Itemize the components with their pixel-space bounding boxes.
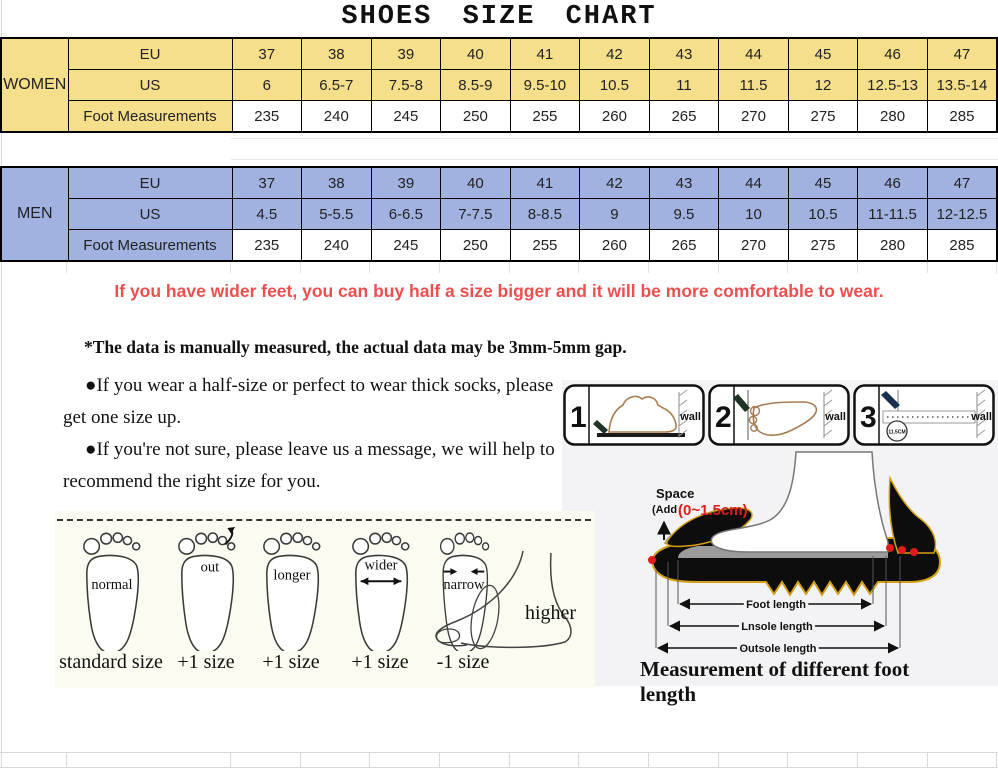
spreadsheet-grid-row (0, 752, 998, 768)
measure-step-1-panel (563, 384, 705, 446)
size-value-cell: 10.5 (580, 70, 650, 101)
grid-cell (649, 753, 719, 767)
size-value-cell: 260 (580, 230, 650, 262)
higher-instep-foot-icon (423, 545, 591, 665)
size-value-cell: 10 (719, 199, 789, 230)
size-adjust-label: standard size (59, 651, 163, 673)
step-number: 1 (570, 401, 587, 434)
higher-label: higher (525, 602, 577, 624)
size-value-cell: 12 (788, 70, 858, 101)
grid-cell (719, 262, 788, 273)
size-value-cell: 41 (510, 38, 580, 70)
toe-alignment-dashed-line (57, 519, 591, 521)
measuring-steps (563, 384, 995, 446)
wall-label: wall (680, 411, 701, 423)
gridline-stubs (0, 262, 998, 273)
size-value-cell: 10.5 (788, 199, 858, 230)
grid-cell (510, 262, 579, 273)
table-group-label: MEN (1, 167, 68, 261)
size-value-cell: 265 (649, 101, 719, 133)
row-header-cell: US (68, 70, 232, 101)
foot-type-longer (249, 527, 333, 673)
length-arrows (658, 599, 898, 655)
size-adjust-label: +1 size (262, 651, 320, 673)
grid-cell (440, 262, 510, 273)
grid-cell (858, 262, 928, 273)
size-value-cell: 38 (302, 167, 372, 199)
size-value-cell: 40 (441, 38, 511, 70)
size-value-cell: 240 (302, 101, 372, 133)
measure-step-3-panel (853, 384, 995, 446)
size-value-cell: 6.5-7 (302, 70, 372, 101)
size-value-cell: 245 (371, 230, 441, 262)
table-group-label: WOMEN (1, 38, 68, 132)
foot-type-label: wider (364, 557, 398, 574)
grid-cell (370, 262, 440, 273)
row-header-cell: Foot Measurements (68, 101, 232, 133)
size-value-cell: 37 (232, 167, 302, 199)
wider-feet-note: If you have wider feet, you can buy half a size bigger and it will be more comfortable to wear. (114, 281, 884, 301)
size-value-cell: 255 (510, 230, 580, 262)
size-value-cell: 12-12.5 (927, 199, 997, 230)
size-value-cell: 4.5 (232, 199, 302, 230)
size-value-cell: 280 (858, 101, 928, 133)
foot-length-label: Foot length (746, 599, 806, 611)
size-value-cell: 235 (232, 230, 302, 262)
insole-length-label: Lnsole length (741, 621, 813, 633)
size-value-cell: 45 (788, 38, 858, 70)
size-value-cell: 6-6.5 (371, 199, 441, 230)
size-value-cell: 41 (510, 167, 580, 199)
size-adjust-label: -1 size (436, 651, 490, 673)
foot-type-wider (338, 527, 422, 673)
sizing-advice (63, 370, 563, 498)
size-value-cell: 7-7.5 (441, 199, 511, 230)
size-value-cell: 260 (580, 101, 650, 133)
gridline (231, 159, 998, 160)
step-number: 3 (860, 401, 877, 434)
grid-cell (719, 753, 788, 767)
grid-cell (67, 753, 231, 767)
grid-cell (649, 262, 719, 273)
size-value-cell: 46 (858, 38, 928, 70)
size-value-cell: 6 (232, 70, 302, 101)
grid-cell (788, 262, 858, 273)
size-value-cell: 270 (719, 101, 789, 133)
space-add-label: (Add (652, 504, 678, 516)
size-value-cell: 39 (371, 38, 441, 70)
grid-cell (301, 262, 370, 273)
foot-length-measurement-diagram (638, 448, 995, 656)
size-value-cell: 280 (858, 230, 928, 262)
ruler-length-label: 11.5CM (888, 429, 906, 436)
diagram-caption: Measurement of different foot length (640, 657, 910, 706)
size-value-cell: 245 (371, 101, 441, 133)
grid-cell (440, 753, 510, 767)
grid-cell (858, 753, 928, 767)
foot-type-label: longer (273, 567, 311, 584)
grid-cell (928, 262, 997, 273)
grid-cell (301, 753, 370, 767)
size-value-cell: 275 (788, 230, 858, 262)
size-value-cell: 43 (649, 167, 719, 199)
row-header-cell: Foot Measurements (68, 230, 232, 262)
size-value-cell: 42 (580, 167, 650, 199)
row-header-cell: US (68, 199, 232, 230)
measurement-gap-note: *The data is manually measured, the actual data may be 3mm-5mm gap. (84, 337, 627, 357)
page-title: SHOES SIZE CHART (341, 2, 657, 32)
size-adjust-label: +1 size (177, 651, 235, 673)
size-value-cell: 250 (441, 101, 511, 133)
longer-foot-icon (255, 527, 327, 651)
out-foot-icon (170, 527, 242, 651)
size-value-cell: 11-11.5 (858, 199, 928, 230)
foot-type-out (168, 527, 244, 673)
size-value-cell: 255 (510, 101, 580, 133)
size-value-cell: 9 (580, 199, 650, 230)
size-value-cell: 285 (927, 230, 997, 262)
size-value-cell: 11.5 (719, 70, 789, 101)
space-label: Space (656, 486, 695, 501)
size-value-cell: 45 (788, 167, 858, 199)
foot-type-label: normal (91, 577, 133, 593)
grid-cell (370, 753, 440, 767)
normal-foot-icon (75, 527, 147, 651)
size-value-cell: 12.5-13 (858, 70, 928, 101)
women-size-table (0, 37, 998, 133)
size-value-cell: 285 (927, 101, 997, 133)
size-adjust-label: +1 size (351, 651, 409, 673)
advice-leave-message: ●If you're not sure, please leave us a message, we will help to recommend the right size for you. (63, 439, 555, 492)
size-value-cell: 265 (649, 230, 719, 262)
size-value-cell: 240 (302, 230, 372, 262)
size-value-cell: 44 (719, 38, 789, 70)
row-header-cell: EU (68, 167, 232, 199)
outsole-length-label: Outsole length (739, 643, 817, 655)
grid-cell (67, 262, 231, 273)
men-size-table (0, 166, 998, 262)
gridline (231, 138, 998, 139)
row-header-cell: EU (68, 38, 232, 70)
size-value-cell: 37 (232, 38, 302, 70)
grid-cell (0, 262, 67, 273)
size-value-cell: 275 (788, 101, 858, 133)
size-value-cell: 40 (441, 167, 511, 199)
grid-cell (579, 262, 649, 273)
grid-cell (579, 753, 649, 767)
size-value-cell: 235 (232, 101, 302, 133)
wider-foot-icon (344, 527, 416, 651)
grid-cell (231, 753, 301, 767)
size-value-cell: 9.5 (649, 199, 719, 230)
size-value-cell: 9.5-10 (510, 70, 580, 101)
size-value-cell: 46 (858, 167, 928, 199)
size-value-cell: 8.5-9 (441, 70, 511, 101)
size-value-cell: 43 (649, 38, 719, 70)
grid-cell (928, 753, 997, 767)
size-value-cell: 250 (441, 230, 511, 262)
size-value-cell: 39 (371, 167, 441, 199)
size-value-cell: 5-5.5 (302, 199, 372, 230)
size-value-cell: 44 (719, 167, 789, 199)
wall-label: wall (825, 411, 846, 423)
size-value-cell: 270 (719, 230, 789, 262)
size-value-cell: 47 (927, 38, 997, 70)
size-value-cell: 11 (649, 70, 719, 101)
foot-type-label: narrow (443, 577, 485, 593)
foot-type-label: out (200, 559, 220, 576)
size-value-cell: 47 (927, 167, 997, 199)
space-range-label: (0~1.5cm) (678, 502, 748, 519)
advice-thick-socks: ●If you wear a half-size or perfect to wear thick socks, please get one size up. (63, 375, 554, 428)
grid-cell (510, 753, 579, 767)
wall-label: wall (971, 411, 992, 423)
grid-cell (231, 262, 301, 273)
size-value-cell: 8-8.5 (510, 199, 580, 230)
measure-step-2-panel (708, 384, 850, 446)
grid-cell (788, 753, 858, 767)
size-value-cell: 13.5-14 (927, 70, 997, 101)
shoe-art (648, 452, 940, 595)
grid-cell (0, 753, 67, 767)
foot-type-normal (59, 527, 163, 673)
foot-shape-guide (55, 511, 595, 688)
size-value-cell: 42 (580, 38, 650, 70)
step-number: 2 (715, 401, 732, 434)
size-value-cell: 7.5-8 (371, 70, 441, 101)
size-value-cell: 38 (302, 38, 372, 70)
